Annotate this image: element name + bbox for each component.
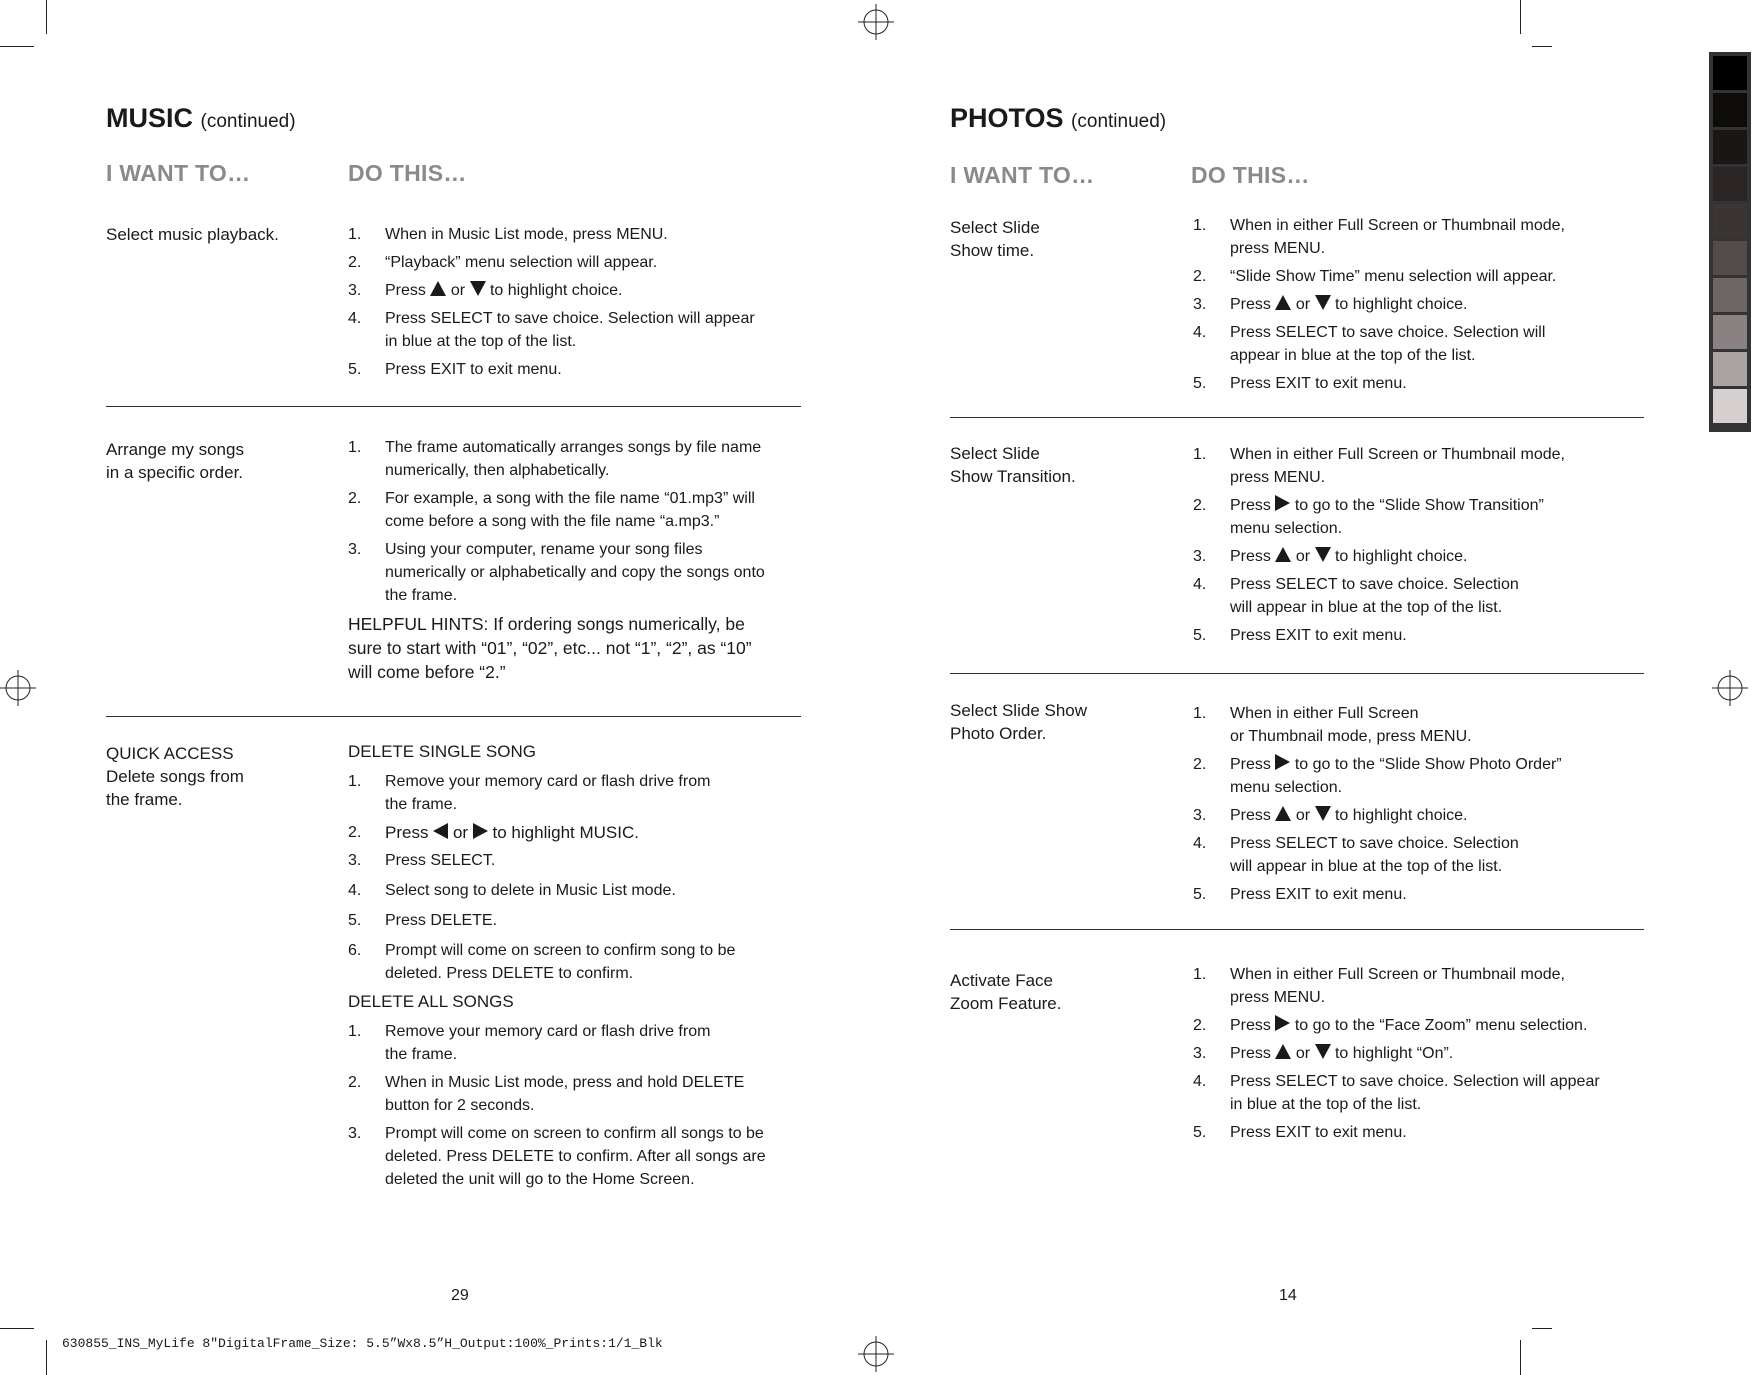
step-number: 2. [1193,268,1207,285]
step [1193,1070,1623,1116]
step-text: in blue at the top of the list. [1230,1096,1422,1113]
column-heading-want: I WANT TO… [106,160,251,186]
step [348,909,798,932]
step-text: or [1295,548,1311,565]
down-arrow-icon [1315,806,1331,821]
want-text: Select Slide [950,218,1040,237]
step-text: Press [1230,1017,1271,1034]
step [348,770,798,816]
step [348,821,798,844]
color-bar [1709,52,1751,432]
steps-list [1193,443,1613,652]
column-heading-want: I WANT TO… [950,162,1095,188]
page-title [950,103,1166,134]
hint-text: will come before “2.” [348,662,506,682]
step-text: When in either Full Screen or Thumbnail mode, [1230,446,1565,463]
step-text: Select song to delete in Music List mode. [385,882,676,899]
step [348,279,788,302]
want-text: in a specific order. [106,463,244,482]
step [1193,545,1613,568]
step-text: press MENU. [1230,989,1326,1006]
up-arrow-icon [1275,1044,1291,1059]
crop-mark [1520,0,1521,34]
page-number: 29 [451,1287,469,1304]
crop-mark [1532,1328,1552,1329]
print-slug: 630855_INS_MyLife 8"DigitalFrame_Size: 5.5”Wx8.5”H_Output:100%_Prints:1/1_Blk [62,1336,663,1351]
registration-mark-icon [858,1336,894,1372]
page-title [106,103,296,134]
column-heading-do: DO THIS… [348,160,467,186]
down-arrow-icon [470,281,486,296]
step-text: Press SELECT to save choice. Selection will appear [385,310,755,327]
step-number: 3. [348,541,362,558]
step-text: Prompt will come on screen to confirm all songs to be [385,1125,764,1142]
step-text: or [1295,296,1311,313]
step-number: 2. [1193,756,1207,773]
want-text: Activate Face [950,971,1053,990]
step-text: press MENU. [1230,240,1326,257]
quick-access-heading: QUICK ACCESS [106,744,234,763]
step-text: When in Music List mode, press and hold DELETE [385,1074,745,1091]
step-text: will appear in blue at the top of the list. [1230,858,1503,875]
step-number: 5. [1193,1124,1207,1141]
step-text: deleted. Press DELETE to confirm. After all songs are [385,1148,766,1165]
step-text: Press SELECT. [385,852,496,869]
crop-mark [46,0,47,34]
step [348,849,798,872]
step [1193,293,1613,316]
want-cell [950,442,1076,488]
step-number: 1. [348,1023,362,1040]
step-number: 5. [348,361,362,378]
right-arrow-icon [1275,495,1290,511]
step-number: 3. [348,1125,362,1142]
step-text: menu selection. [1230,779,1343,796]
right-arrow-icon [1275,1015,1290,1031]
step-text: to highlight MUSIC. [492,823,639,842]
want-text: Arrange my songs [106,440,244,459]
want-text: Show Transition. [950,467,1076,486]
step-text: Press [1230,807,1271,824]
color-swatch [1713,315,1747,349]
want-text: Show time. [950,241,1035,260]
step [1193,832,1613,878]
step [348,487,788,533]
step-text: to highlight choice. [1334,296,1468,313]
steps-list [348,436,788,684]
step-text: menu selection. [1230,520,1343,537]
step [348,436,788,482]
step-text: to highlight “On”. [1334,1045,1454,1062]
row-divider [950,673,1644,674]
step-number: 2. [348,1074,362,1091]
step [348,307,788,353]
want-cell [950,216,1040,262]
step-number: 2. [348,824,362,841]
step-text: When in either Full Screen [1230,705,1419,722]
step-text: Prompt will come on screen to confirm song to be [385,942,736,959]
row-divider [950,417,1644,418]
step-text: Press [1230,756,1271,773]
step-text: numerically, then alphabetically. [385,462,610,479]
color-swatch [1713,278,1747,312]
color-swatch [1713,204,1747,238]
color-swatch [1713,389,1747,423]
step-number: 5. [348,912,362,929]
step-text: Press SELECT to save choice. Selection will appear [1230,1073,1600,1090]
crop-mark [46,1340,47,1375]
crop-mark [0,46,34,47]
step [348,223,788,246]
step-number: 5. [1193,627,1207,644]
step [348,1122,798,1191]
up-arrow-icon [1275,806,1291,821]
want-cell [106,223,279,246]
steps-list [348,740,798,1196]
step-number: 1. [1193,966,1207,983]
step-text: the frame. [385,796,458,813]
step-text: Press [1230,548,1271,565]
step-text: Press SELECT to save choice. Selection will [1230,324,1546,341]
step-text: Remove your memory card or flash drive from [385,1023,711,1040]
step-text: or [1295,807,1311,824]
step [1193,1121,1623,1144]
step-text: “Playback” menu selection will appear. [385,254,658,271]
step-text: will appear in blue at the top of the list. [1230,599,1503,616]
step-text: in blue at the top of the list. [385,333,577,350]
crop-mark [1532,46,1552,47]
step [1193,372,1613,395]
step-number: 2. [1193,1017,1207,1034]
step-number: 6. [348,942,362,959]
step-text: come before a song with the file name “a.mp3.” [385,513,720,530]
step-text: numerically or alphabetically and copy the songs onto [385,564,765,581]
crop-mark [1520,1340,1521,1375]
step-text: to go to the “Slide Show Transition” [1294,497,1544,514]
step-number: 2. [1193,497,1207,514]
step-text: or Thumbnail mode, press MENU. [1230,728,1472,745]
down-arrow-icon [1315,1044,1331,1059]
crop-mark [0,1328,34,1329]
color-swatch [1713,130,1747,164]
step-number: 3. [1193,807,1207,824]
color-swatch [1713,167,1747,201]
step-number: 1. [348,773,362,790]
want-text: the frame. [106,790,183,809]
step-number: 4. [1193,835,1207,852]
step [1193,753,1613,799]
step-number: 4. [1193,576,1207,593]
step [348,1071,798,1117]
registration-mark-icon [0,670,36,706]
step [1193,214,1613,260]
subheading: DELETE SINGLE SONG [348,742,536,761]
steps-list [1193,214,1613,400]
step-text: deleted. Press DELETE to confirm. [385,965,634,982]
step-text: Press [1230,296,1271,313]
column-heading-do: DO THIS… [1191,162,1310,188]
subheading: DELETE ALL SONGS [348,992,514,1011]
step-text: or [1295,1045,1311,1062]
step-text: When in either Full Screen or Thumbnail mode, [1230,217,1565,234]
step-text: “Slide Show Time” menu selection will appear. [1230,268,1557,285]
step [348,939,798,985]
step-text: button for 2 seconds. [385,1097,535,1114]
steps-list [1193,702,1613,911]
step-number: 1. [1193,446,1207,463]
helpful-hint [348,612,788,684]
step-text: to go to the “Slide Show Photo Order” [1294,756,1562,773]
want-cell [950,699,1087,745]
right-arrow-icon [1275,754,1290,770]
color-swatch [1713,352,1747,386]
want-text: Photo Order. [950,724,1047,743]
step-text: to go to the “Face Zoom” menu selection. [1294,1017,1588,1034]
registration-mark-icon [1712,670,1748,706]
step-text: Remove your memory card or flash drive from [385,773,711,790]
step-text: or [452,823,469,842]
step [1193,1014,1623,1037]
want-text: Select Slide [950,444,1040,463]
step-text: Press [1230,1045,1271,1062]
want-text: Select music playback. [106,225,279,244]
step-text: Press SELECT to save choice. Selection [1230,576,1519,593]
step-text: Press EXIT to exit menu. [1230,886,1407,903]
row-divider [106,716,801,717]
step [1193,804,1613,827]
step [1193,573,1613,619]
step [1193,443,1613,489]
want-text: Delete songs from [106,767,244,786]
want-text: Select Slide Show [950,701,1088,720]
step-number: 5. [1193,886,1207,903]
step [1193,321,1613,367]
up-arrow-icon [1275,547,1291,562]
step [1193,1042,1623,1065]
steps-list [1193,963,1623,1149]
step-number: 1. [1193,217,1207,234]
step [348,538,788,607]
step-text: Using your computer, rename your song files [385,541,703,558]
color-swatch [1713,241,1747,275]
step-text: When in Music List mode, press MENU. [385,226,668,243]
step-number: 1. [348,439,362,456]
page-title-suffix: (continued) [1071,111,1167,132]
step-number: 4. [1193,324,1207,341]
up-arrow-icon [1275,295,1291,310]
want-cell [106,438,244,484]
step-text: deleted the unit will go to the Home Screen. [385,1171,695,1188]
step-text: Press EXIT to exit menu. [385,361,562,378]
step-text: Press [1230,497,1271,514]
step-text: Press [385,282,426,299]
step-text: Press EXIT to exit menu. [1230,1124,1407,1141]
step-number: 1. [348,226,362,243]
step-number: 2. [348,254,362,271]
step [1193,702,1613,748]
step [1193,265,1613,288]
left-arrow-icon [433,823,448,839]
step-number: 3. [1193,1045,1207,1062]
want-text: Zoom Feature. [950,994,1062,1013]
color-swatch [1713,93,1747,127]
step-text: Press [385,823,429,842]
step-text: Press SELECT to save choice. Selection [1230,835,1519,852]
steps-list [348,223,788,386]
step [348,251,788,274]
step-text: to highlight choice. [1334,548,1468,565]
hint-text: sure to start with “01”, “02”, etc... not “1”, “2”, as “10” [348,638,752,658]
page-number: 14 [1279,1287,1297,1304]
step [1193,494,1613,540]
color-swatch [1713,56,1747,90]
step [1193,963,1623,1009]
step-number: 1. [1193,705,1207,722]
registration-mark-icon [858,4,894,40]
page-title-text: MUSIC [106,103,193,133]
step-number: 3. [1193,296,1207,313]
step [1193,883,1613,906]
step-text: to highlight choice. [489,282,623,299]
up-arrow-icon [430,281,446,296]
step-number: 4. [348,310,362,327]
step-number: 4. [348,882,362,899]
step-number: 3. [1193,548,1207,565]
row-divider [106,406,801,407]
step-text: press MENU. [1230,469,1326,486]
step-text: the frame. [385,1046,458,1063]
step-text: Press EXIT to exit menu. [1230,627,1407,644]
step-text: Press DELETE. [385,912,498,929]
step-number: 3. [348,852,362,869]
step-text: When in either Full Screen or Thumbnail mode, [1230,966,1565,983]
step-text: The frame automatically arranges songs by file name [385,439,762,456]
step [348,358,788,381]
page-title-text: PHOTOS [950,103,1064,133]
step-number: 4. [1193,1073,1207,1090]
want-cell [950,969,1062,1015]
page-title-suffix: (continued) [200,111,296,132]
down-arrow-icon [1315,295,1331,310]
step-number: 3. [348,282,362,299]
step-text: appear in blue at the top of the list. [1230,347,1476,364]
step [348,879,798,902]
want-cell [106,742,244,811]
right-arrow-icon [473,823,488,839]
hint-text: HELPFUL HINTS: If ordering songs numerically, be [348,614,745,634]
down-arrow-icon [1315,547,1331,562]
step-number: 2. [348,490,362,507]
step-text: For example, a song with the file name “01.mp3” will [385,490,755,507]
step [1193,624,1613,647]
step [348,1020,798,1066]
step-text: Press EXIT to exit menu. [1230,375,1407,392]
step-text: the frame. [385,587,458,604]
step-text: or [450,282,466,299]
step-number: 5. [1193,375,1207,392]
row-divider [950,929,1644,930]
step-text: to highlight choice. [1334,807,1468,824]
